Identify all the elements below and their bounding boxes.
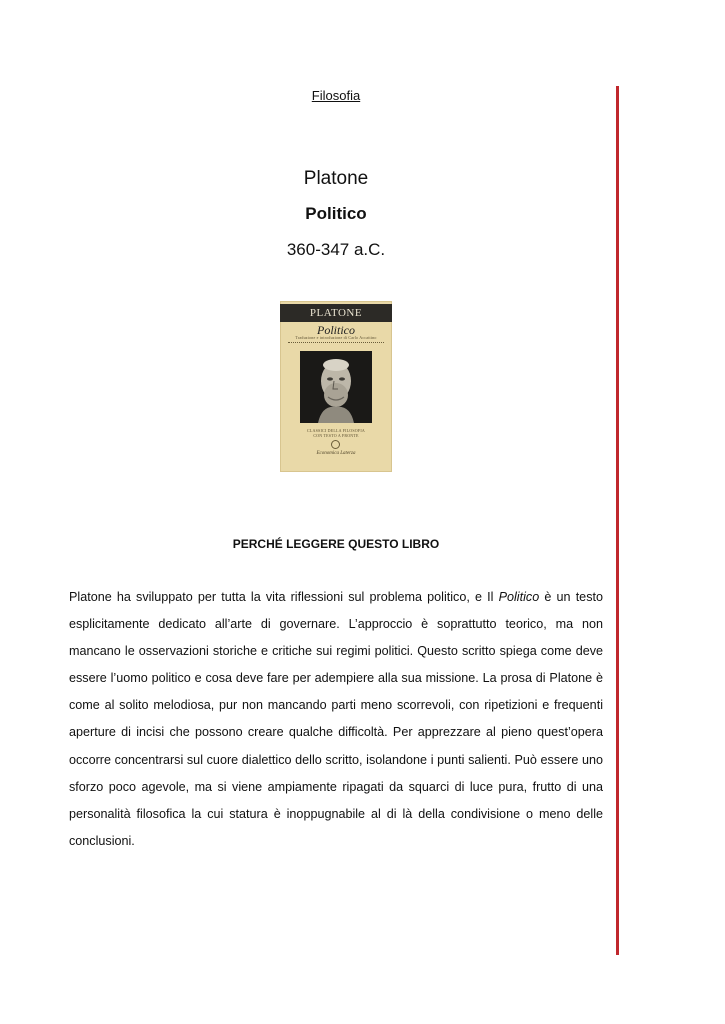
cover-publisher: Economica Laterza [316, 451, 356, 456]
book-title: Politico [305, 204, 367, 223]
author-name: Platone [303, 168, 369, 189]
section-heading: PERCHÉ LEGGERE QUESTO LIBRO [232, 537, 440, 551]
paragraph-text-rest: è un testo esplicitamente dedicato all’arte di governare. L’approccio è soprattutto teorico, ma non mancano le osservazioni storiche e critiche sui regimi politici. Questo scritto spiega come deve essere l’uomo politico e cosa deve fare per adempiere alla sua missione. La prosa di Platone è come al solito melodiosa, pur non mancando parti meno scorrevoli, con ripetizioni e frequenti aperture di incisi che possono creare qualche difficoltà. Per apprezzare al pieno quest’opera occorre concentrarsi sul cuore dialettico dello scritto, isolandone i punti salienti. Può essere uno sforzo poco agevole, ma si viene ampiamente ripagati da squarci di luce pura, frutto di una personalità filosofica la cui statura è inoppugnabile al di là della condivisione o meno delle conclusioni. [69, 590, 603, 848]
paragraph-italic-title: Politico [498, 590, 540, 604]
cover-divider [288, 342, 384, 345]
paragraph-text-start: Platone ha sviluppato per tutta la vita riflessioni sul problema politico, e Il [69, 590, 499, 604]
cover-author-band: PLATONE [280, 304, 392, 322]
cover-series-line1: CLASSICI DELLA FILOSOFIA [307, 428, 365, 433]
book-cover-image [280, 301, 392, 472]
book-date: 360-347 a.C. [286, 240, 386, 259]
bust-portrait-icon [300, 351, 372, 423]
cover-title: Politico [317, 323, 355, 337]
cover-series-line2: CON TESTO A FRONTE [313, 433, 359, 438]
cover-subtitle: Traduzione e introduzione di Carlo Accattino [295, 335, 377, 340]
category-label: Filosofia [311, 88, 361, 103]
body-paragraph [69, 584, 603, 855]
publisher-emblem-icon [331, 440, 340, 449]
